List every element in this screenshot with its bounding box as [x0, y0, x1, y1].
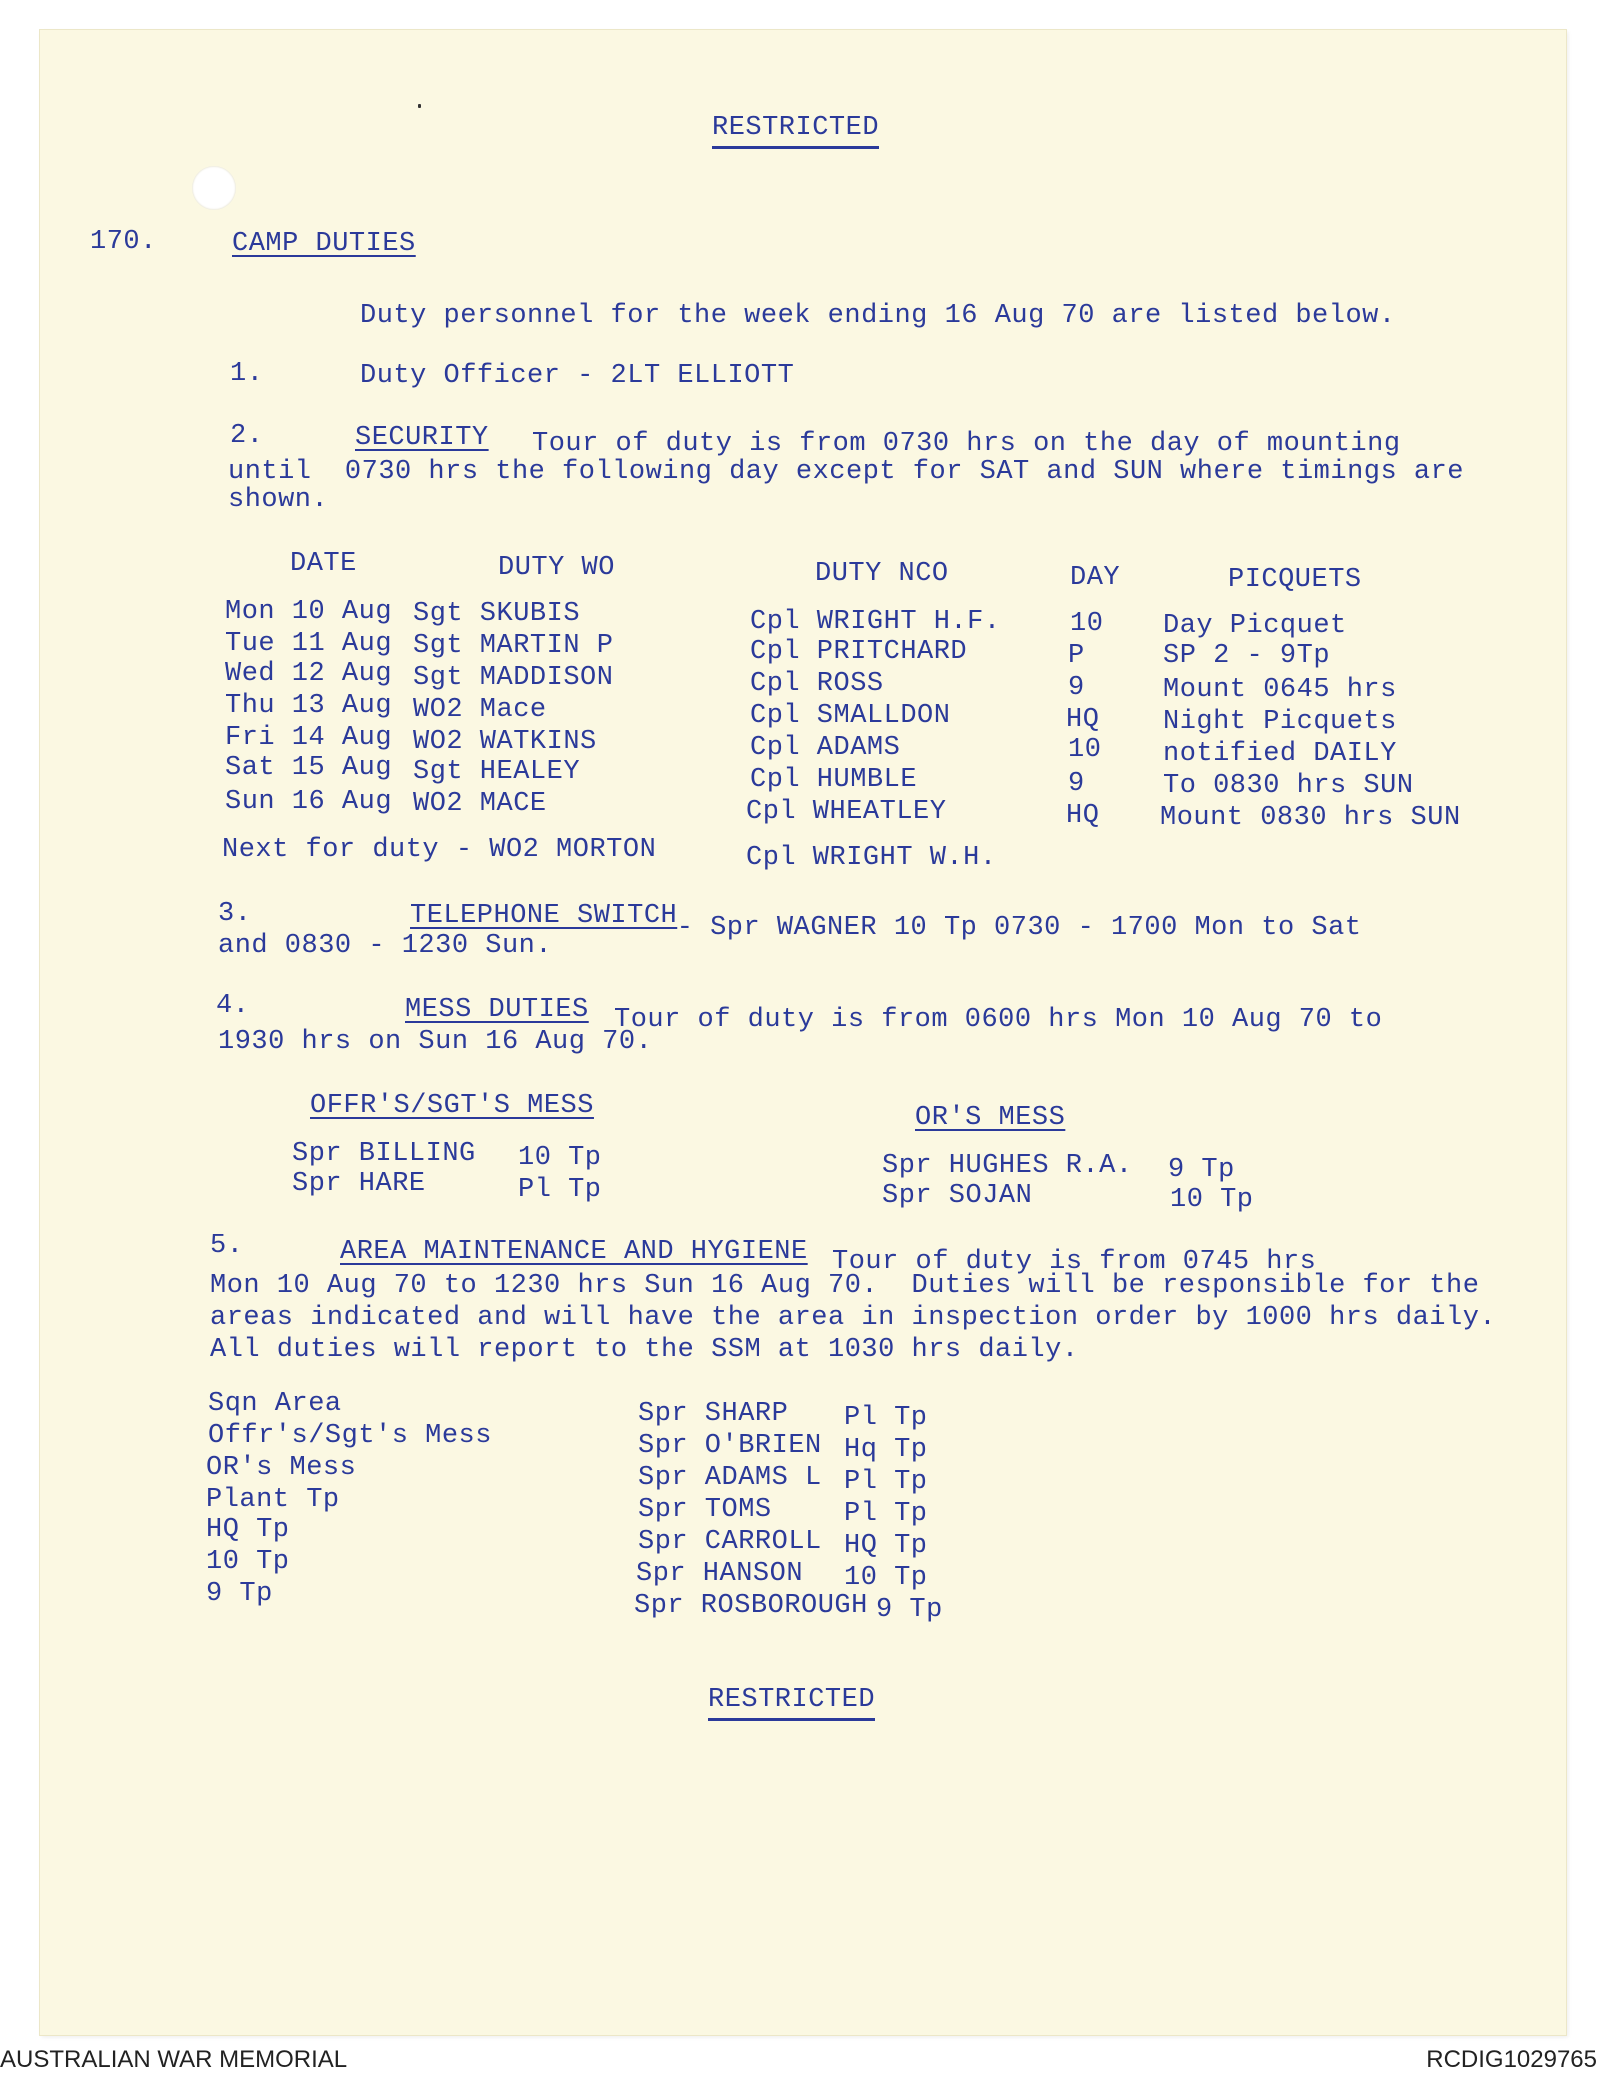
item-number: 4. — [216, 991, 250, 1021]
row-date: Tue 11 Aug — [225, 629, 393, 659]
mess-troop: 9 Tp — [1168, 1155, 1235, 1185]
row-duty-wo: Sgt HEALEY — [413, 757, 581, 787]
row-date: Fri 14 Aug — [225, 723, 393, 753]
row-picquet: Night Picquets — [1163, 707, 1397, 737]
row-date: Sat 15 Aug — [225, 753, 393, 783]
row-duty-wo: Sgt MADDISON — [413, 663, 614, 693]
mess-duties-title: MESS DUTIES — [405, 995, 589, 1025]
security-title: SECURITY — [355, 423, 489, 453]
row-picquet: Mount 0830 hrs SUN — [1160, 803, 1461, 833]
security-text-line: until 0730 hrs the following day except for SAT and SUN where timings are — [228, 457, 1464, 487]
item-number: 3. — [218, 899, 252, 929]
row-picquet: Mount 0645 hrs — [1163, 675, 1397, 705]
archive-credit: AUSTRALIAN WAR MEMORIAL — [0, 2046, 348, 2073]
area-label: Offr's/Sgt's Mess — [208, 1421, 492, 1451]
area-maintenance-text: Mon 10 Aug 70 to 1230 hrs Sun 16 Aug 70. Duties will be responsible for the — [210, 1271, 1480, 1301]
next-nco: Cpl WRIGHT W.H. — [746, 843, 997, 873]
area-maintenance-text: Tour of duty is from 0745 hrs — [832, 1247, 1317, 1277]
area-troop: Pl Tp — [844, 1403, 928, 1433]
area-troop: Pl Tp — [844, 1499, 928, 1529]
area-person: Spr TOMS — [638, 1495, 772, 1525]
area-person: Spr SHARP — [638, 1399, 789, 1429]
row-day: 10 — [1070, 609, 1104, 639]
intro-text: Duty personnel for the week ending 16 Aug 70 are listed below. — [360, 301, 1396, 331]
mess-troop: Pl Tp — [518, 1175, 602, 1205]
mess-duties-text: 1930 hrs on Sun 16 Aug 70. — [218, 1027, 653, 1057]
column-header-duty-nco: DUTY NCO — [815, 559, 949, 589]
mess-troop: 10 Tp — [1170, 1185, 1254, 1215]
row-duty-nco: Cpl SMALLDON — [750, 701, 951, 731]
area-label: 9 Tp — [206, 1579, 273, 1609]
column-header-duty-wo: DUTY WO — [498, 553, 615, 583]
telephone-switch-title: TELEPHONE SWITCH — [410, 901, 678, 931]
area-person: Spr HANSON — [636, 1559, 804, 1589]
offrs-mess-title: OFFR'S/SGT'S MESS — [310, 1091, 594, 1121]
row-duty-nco: Cpl WRIGHT H.F. — [750, 607, 1001, 637]
row-duty-wo: Sgt SKUBIS — [413, 599, 581, 629]
archive-id: RCDIG1029765 — [1426, 2046, 1597, 2073]
area-troop: 9 Tp — [876, 1595, 943, 1625]
area-troop: HQ Tp — [844, 1531, 928, 1561]
item-number: 5. — [210, 1231, 244, 1261]
row-duty-wo: WO2 MACE — [413, 789, 547, 819]
row-day: 9 — [1068, 769, 1085, 799]
area-label: HQ Tp — [206, 1515, 290, 1545]
row-picquet: To 0830 hrs SUN — [1163, 771, 1414, 801]
row-day: HQ — [1066, 801, 1100, 831]
row-day: 10 — [1068, 735, 1102, 765]
item-number: 1. — [230, 359, 264, 389]
area-person: Spr ROSBOROUGH — [634, 1591, 868, 1621]
paragraph-number: 170. — [90, 227, 157, 257]
classification-header: RESTRICTED — [712, 112, 879, 149]
area-person: Spr ADAMS L — [638, 1463, 822, 1493]
mess-name: Spr BILLING — [292, 1139, 476, 1169]
row-date: Thu 13 Aug — [225, 691, 393, 721]
row-duty-nco: Cpl HUMBLE — [750, 765, 918, 795]
area-label: OR's Mess — [206, 1453, 357, 1483]
column-header-date: DATE — [290, 549, 357, 579]
row-day: 9 — [1068, 673, 1085, 703]
row-duty-nco: Cpl ROSS — [750, 669, 884, 699]
area-maintenance-title: AREA MAINTENANCE AND HYGIENE — [340, 1237, 808, 1267]
row-duty-wo: Sgt MARTIN P — [413, 631, 614, 661]
mess-name: Spr SOJAN — [882, 1181, 1033, 1211]
mess-name: Spr HUGHES R.A. — [882, 1151, 1133, 1181]
row-date: Wed 12 Aug — [225, 659, 393, 689]
area-person: Spr O'BRIEN — [638, 1431, 822, 1461]
row-picquet: SP 2 - 9Tp — [1163, 641, 1331, 671]
row-duty-nco: Cpl PRITCHARD — [750, 637, 968, 667]
area-maintenance-text: All duties will report to the SSM at 1030 hrs daily. — [210, 1335, 1079, 1365]
area-maintenance-text: areas indicated and will have the area in inspection order by 1000 hrs daily. — [210, 1303, 1497, 1333]
security-text-line: shown. — [228, 485, 329, 515]
area-label: Sqn Area — [208, 1389, 342, 1419]
area-troop: Pl Tp — [844, 1467, 928, 1497]
mess-name: Spr HARE — [292, 1169, 426, 1199]
area-troop: 10 Tp — [844, 1563, 928, 1593]
item-number: 2. — [230, 421, 264, 451]
area-troop: Hq Tp — [844, 1435, 928, 1465]
row-picquet: notified DAILY — [1163, 739, 1397, 769]
telephone-switch-text: and 0830 - 1230 Sun. — [218, 931, 553, 961]
column-header-picquets: PICQUETS — [1228, 565, 1362, 595]
row-day: HQ — [1066, 705, 1100, 735]
mess-troop: 10 Tp — [518, 1143, 602, 1173]
row-picquet: Day Picquet — [1163, 611, 1347, 641]
row-duty-nco: Cpl WHEATLEY — [746, 797, 947, 827]
column-header-day: DAY — [1070, 563, 1121, 593]
row-date: Mon 10 Aug — [225, 597, 393, 627]
next-for-duty: Next for duty - WO2 MORTON — [222, 835, 657, 865]
section-heading: CAMP DUTIES — [232, 229, 416, 259]
row-duty-wo: WO2 Mace — [413, 695, 547, 725]
ors-mess-title: OR'S MESS — [915, 1103, 1066, 1133]
row-duty-nco: Cpl ADAMS — [750, 733, 901, 763]
area-person: Spr CARROLL — [638, 1527, 822, 1557]
mess-duties-text: Tour of duty is from 0600 hrs Mon 10 Aug 70 to — [614, 1005, 1383, 1035]
row-date: Sun 16 Aug — [225, 787, 393, 817]
row-duty-wo: WO2 WATKINS — [413, 727, 597, 757]
area-label: 10 Tp — [206, 1547, 290, 1577]
duty-officer: Duty Officer - 2LT ELLIOTT — [360, 361, 795, 391]
security-text-line: Tour of duty is from 0730 hrs on the day of mounting — [532, 429, 1401, 459]
area-label: Plant Tp — [206, 1485, 340, 1515]
row-day: P — [1068, 641, 1085, 671]
punch-hole — [192, 166, 236, 210]
classification-footer: RESTRICTED — [708, 1684, 875, 1721]
ink-fleck — [418, 104, 421, 108]
telephone-switch-text: - Spr WAGNER 10 Tp 0730 - 1700 Mon to Sat — [660, 913, 1362, 943]
